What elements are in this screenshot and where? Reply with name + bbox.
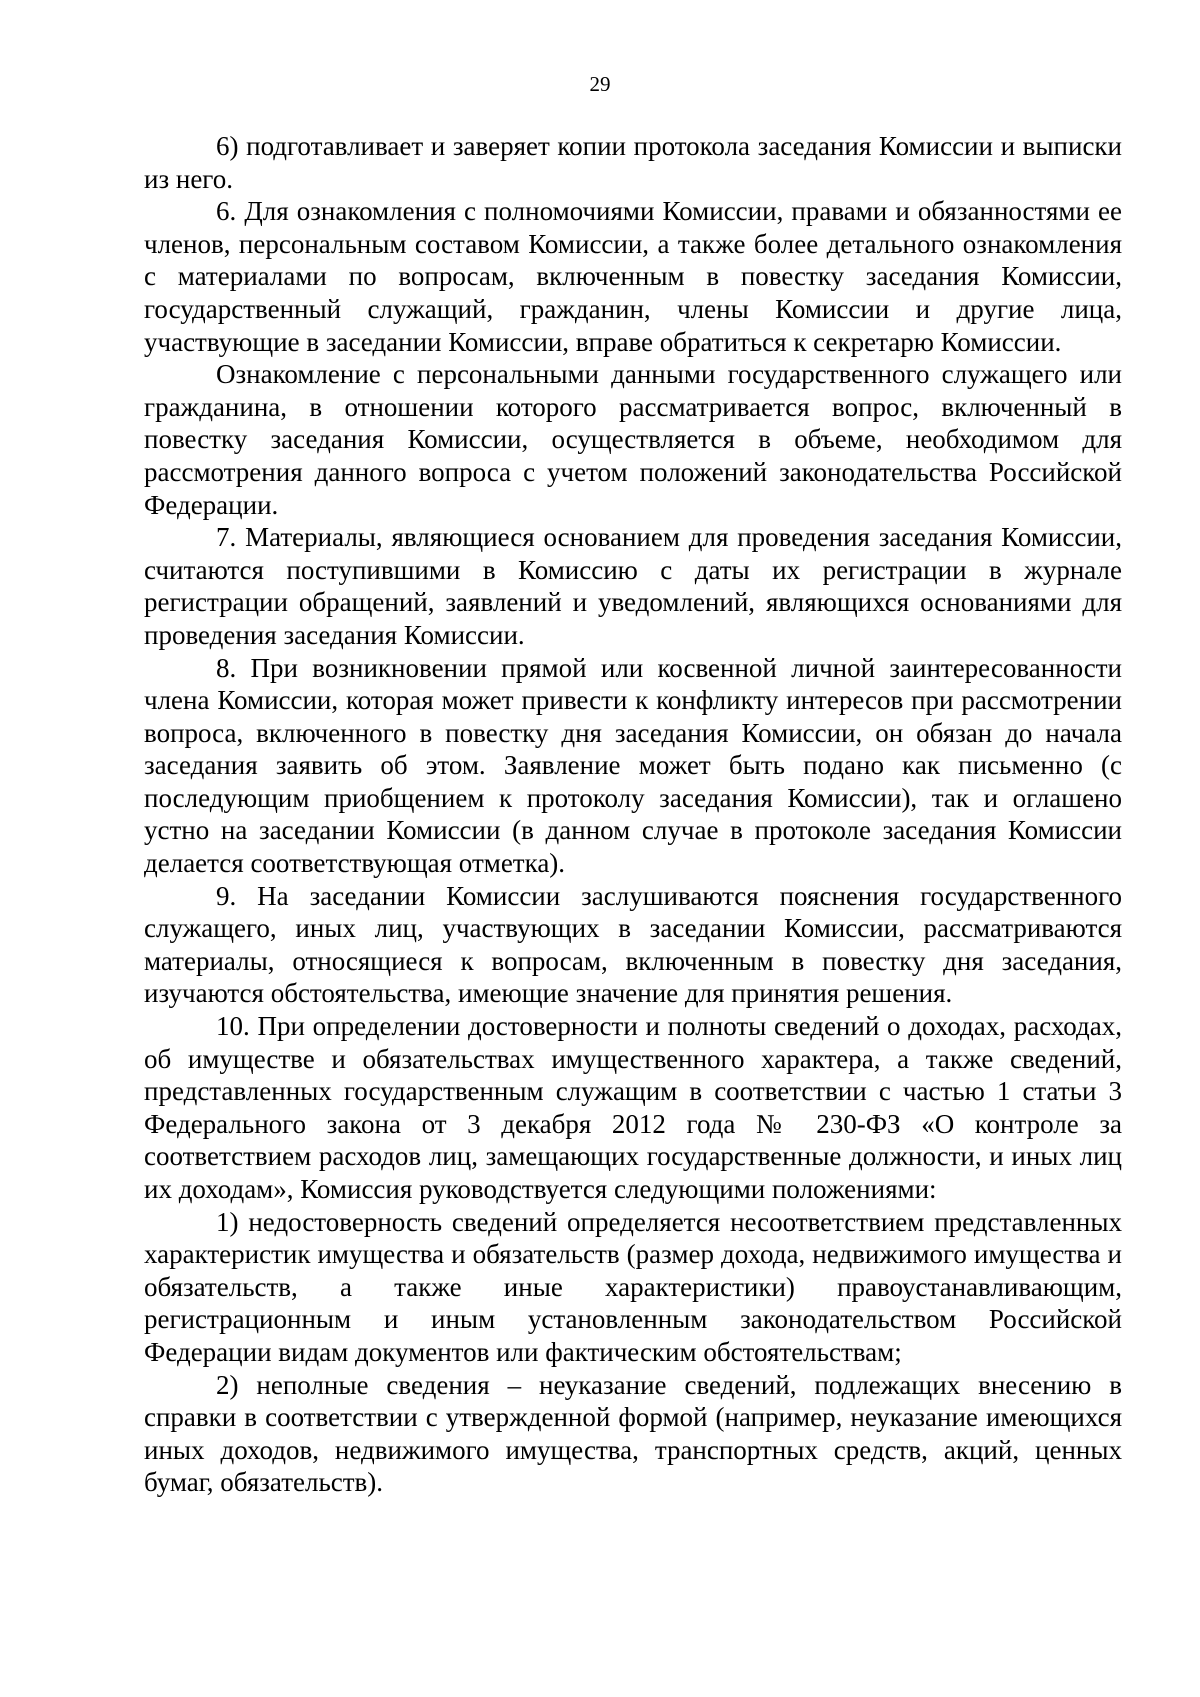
paragraph-clause-9: 9. На заседании Комиссии заслушиваются пояснения государственного служащего, иных лиц, участвующих в заседании Комиссии, рассматриваются материалы, относящиеся к вопросам, включенным в повестку дня заседания, изучаются обстоятельства, имеющие значение для принятия решения.: [144, 880, 1122, 1009]
paragraph-clause-8: 8. При возникновении прямой или косвенной личной заинтересованности члена Комиссии, которая может привести к конфликту интересов при рассмотрении вопроса, включенного в повестку дня заседания Комиссии, он обязан до начала заседания заявить об этом. Заявление может быть подано как письменно (с последующим приобщением к протоколу заседания Комиссии), так и оглашено устно на заседании Комиссии (в данном случае в протоколе заседания Комиссии делается соответствующая отметка).: [144, 652, 1122, 879]
paragraph-item-1-unreliability: 1) недостоверность сведений определяется несоответствием представленных характеристик имущества и обязательств (размер дохода, недвижимого имущества и обязательств, а также иные характеристики) правоустанавливающим, регистрационным и иным установленным законодательством Российской Федерации видам документов или фактическим обстоятельствам;: [144, 1206, 1122, 1367]
paragraph-item-6-copies: 6) подготавливает и заверяет копии протокола заседания Комиссии и выписки из него.: [144, 131, 1122, 194]
paragraph-clause-6: 6. Для ознакомления с полномочиями Комиссии, правами и обязанностями ее членов, персональным составом Комиссии, а также более детального ознакомления с материалами по вопросам, включенным в повестку заседания Комиссии, государственный служащий, гражданин, члены Комиссии и другие лица, участвующие в заседании Комиссии, вправе обратиться к секретарю Комиссии.: [144, 196, 1122, 357]
paragraph-personal-data: Ознакомление с персональными данными государственного служащего или гражданина, в отношении которого рассматривается вопрос, включенный в повестку заседания Комиссии, осуществляется в объеме, необходимом для рассмотрения данного вопроса с учетом положений законодательства Российской Федерации.: [144, 359, 1122, 520]
paragraph-clause-10: 10. При определении достоверности и полноты сведений о доходах, расходах, об имуществе и обязательствах имущественного характера, а также сведений, представленных государственным служащим в соответствии с частью 1 статьи 3 Федерального закона от 3 декабря 2012 года № 230-ФЗ «О контроле за соответствием расходов лиц, замещающих государственные должности, и иных лиц их доходам», Комиссия руководствуется следующими положениями:: [144, 1011, 1122, 1204]
page-number: 29: [589, 72, 611, 96]
paragraph-item-2-incomplete: 2) неполные сведения – неуказание сведений, подлежащих внесению в справки в соответствии с утвержденной формой (например, неуказание имеющихся иных доходов, недвижимого имущества, транспортных средств, акций, ценных бумаг, обязательств).: [144, 1369, 1122, 1498]
paragraph-clause-7: 7. Материалы, являющиеся основанием для проведения заседания Комиссии, считаются поступившими в Комиссию с даты их регистрации в журнале регистрации обращений, заявлений и уведомлений, являющихся основаниями для проведения заседания Комиссии.: [144, 522, 1122, 650]
document-body: [144, 130, 1122, 1499]
